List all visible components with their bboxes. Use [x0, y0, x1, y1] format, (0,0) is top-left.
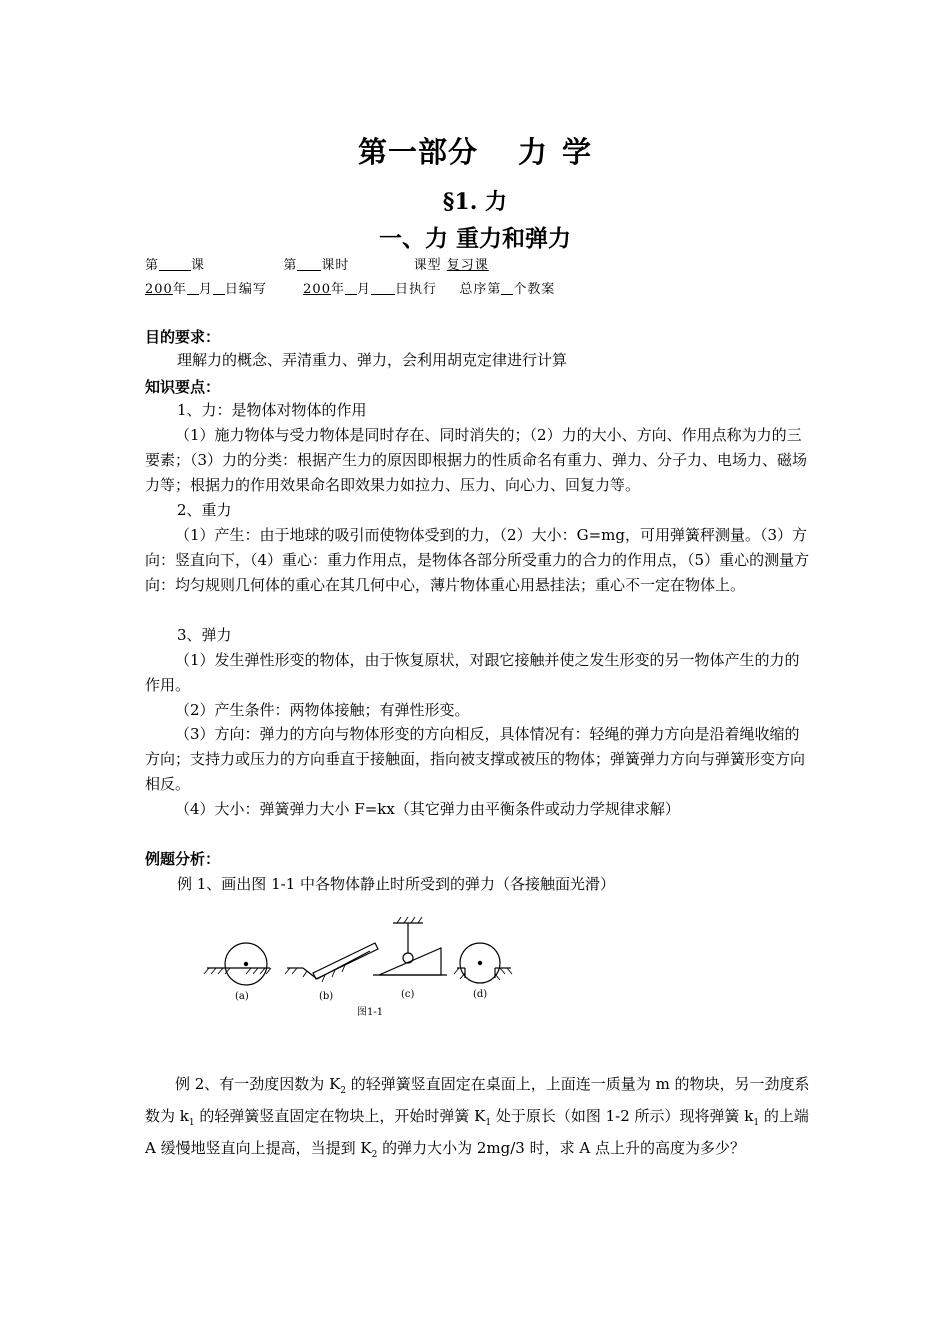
- write-year: 200: [145, 282, 173, 297]
- ex2-text-6: 的弹力大小为 2mg/3 时，求 A 点上升的高度为多少？: [377, 1139, 745, 1157]
- ex2-sub-4: 1: [753, 1118, 760, 1128]
- part-title-c: 学: [562, 135, 593, 169]
- knowledge-p1: 1、力：是物体对物体的作用: [177, 401, 367, 419]
- knowledge-p3: 2、重力: [177, 501, 232, 519]
- knowledge-heading: 知识要点：: [145, 378, 221, 396]
- period-suffix: 课时: [321, 258, 350, 273]
- write-month-label: 月: [198, 282, 213, 297]
- ball-d-center: [478, 961, 481, 964]
- exec-year: 200: [303, 282, 331, 297]
- floor-a-hatch: [204, 968, 271, 974]
- figure-b: [285, 943, 378, 982]
- total-blank: [501, 281, 513, 295]
- meta-line-1: [145, 254, 489, 273]
- period-blank: [297, 257, 321, 271]
- ex2-sub-5: 2: [371, 1150, 378, 1160]
- lesson-blank: [159, 257, 191, 271]
- ex2-sub-2: 1: [188, 1118, 195, 1128]
- knowledge-p2: （1）施力物体与受力物体是同时存在、同时消失的；（2）力的大小、方向、作用点称为力的三要素；（3）力的分类：根据产生力的原因即根据力的性质命名有重力、弹力、分子力、电场力、磁场力等；根据力的作用效果命名即效果力如拉力、压力、向心力、回复力等。: [145, 426, 808, 494]
- total-suffix: 个教案: [513, 282, 556, 297]
- exec-month-blank: [345, 281, 357, 295]
- label-c: (c): [401, 989, 415, 1000]
- write-month-blank: [187, 281, 199, 295]
- ex2-text-3: 的轻弹簧竖直固定在物块上，开始时弹簧 K: [194, 1107, 486, 1125]
- part-title: [0, 130, 950, 171]
- knowledge-p4: （1）产生：由于地球的吸引而使物体受到的力，（2）大小：G=mg，可用弹簧秤测量。（3）方向：竖直向下，（4）重心：重力作用点，是物体各部分所受重力的合力的作用点，（5）重心的测量方向：均匀规则几何体的重心在其几何中心，薄片物体重心用悬挂法；重心不一定在物体上。: [145, 526, 810, 594]
- figure-a: [204, 943, 271, 985]
- exec-year-label: 年: [330, 282, 345, 297]
- ceiling-c-hatch: [397, 917, 422, 923]
- lesson-prefix: 第: [145, 258, 160, 273]
- exec-day-label: 日执行: [395, 282, 438, 297]
- period-prefix: 第: [283, 258, 298, 273]
- figure-1-1: [195, 915, 530, 1025]
- knowledge-p8: （3）方向：弹力的方向与物体形变的方向相反，具体情况有：轻绳的弹力方向是沿着绳收缩的方向；支持力或压力的方向垂直于接触面，指向被支撑或被压的物体；弹簧弹力方向与弹簧形变方向相反。: [145, 725, 806, 793]
- lesson-suffix: 课: [191, 258, 206, 273]
- examples-heading: 例题分析：: [145, 850, 221, 868]
- knowledge-p7: （2）产生条件：两物体接触；有弹性形变。: [175, 701, 470, 719]
- knowledge-p5: 3、弹力: [177, 626, 232, 644]
- ex2-sub-3: 1: [485, 1118, 492, 1128]
- type-value: 复习课: [446, 258, 489, 273]
- goal-text: 理解力的概念、弄清重力、弹力，会利用胡克定律进行计算: [177, 351, 568, 369]
- ex2-text-2: 的轻弹簧竖直固定在桌面上，上面连一质量为 m 的物块，另一劲度系数为 k: [145, 1075, 810, 1125]
- figure-caption: 图1-1: [357, 1007, 384, 1018]
- ball-a-center: [244, 962, 247, 965]
- total-prefix: 总序第: [459, 282, 502, 297]
- ex2-text-4: 处于原长（如图 1-2 所示）现将弹簧 k: [491, 1107, 754, 1125]
- write-day-label: 日编写: [224, 282, 267, 297]
- label-a: (a): [235, 991, 249, 1002]
- wedge-c: [379, 948, 441, 975]
- lesson-title: 一、力 重力和弹力: [378, 226, 571, 252]
- ex2-text-5: 的上端 A 缓慢地竖直向上提高，当提到 K: [145, 1107, 809, 1157]
- ex2-text-1: 例 2、有一劲度因数为 K: [175, 1075, 341, 1093]
- label-b: (b): [319, 991, 334, 1002]
- write-year-label: 年: [172, 282, 187, 297]
- type-label: 课型: [413, 258, 442, 273]
- write-day-blank: [213, 281, 225, 295]
- part-title-b: 力: [517, 135, 548, 169]
- figure-c: [373, 917, 447, 975]
- exec-month-label: 月: [357, 282, 372, 297]
- knowledge-p9: （4）大小：弹簧弹力大小 F=kx（其它弹力由平衡条件或动力学规律求解）: [175, 800, 680, 818]
- goal-heading: 目的要求：: [145, 328, 221, 346]
- exec-day-blank: [371, 281, 395, 295]
- knowledge-p6: （1）发生弹性形变的物体，由于恢复原状，对跟它接触并使之发生形变的另一物体产生的力的作用。: [145, 651, 800, 694]
- rod-b: [313, 943, 378, 979]
- label-d: (d): [473, 989, 488, 1000]
- example-2: [145, 1072, 810, 1168]
- meta-line-2: [145, 278, 555, 297]
- section-title: §1. 力: [442, 189, 508, 215]
- figure-d: [454, 943, 512, 983]
- ex2-sub-1: 2: [340, 1086, 347, 1096]
- part-title-a: 第一部分: [357, 135, 478, 169]
- example-1: 例 1、画出图 1-1 中各物体静止时所受到的弹力（各接触面光滑）: [177, 875, 616, 893]
